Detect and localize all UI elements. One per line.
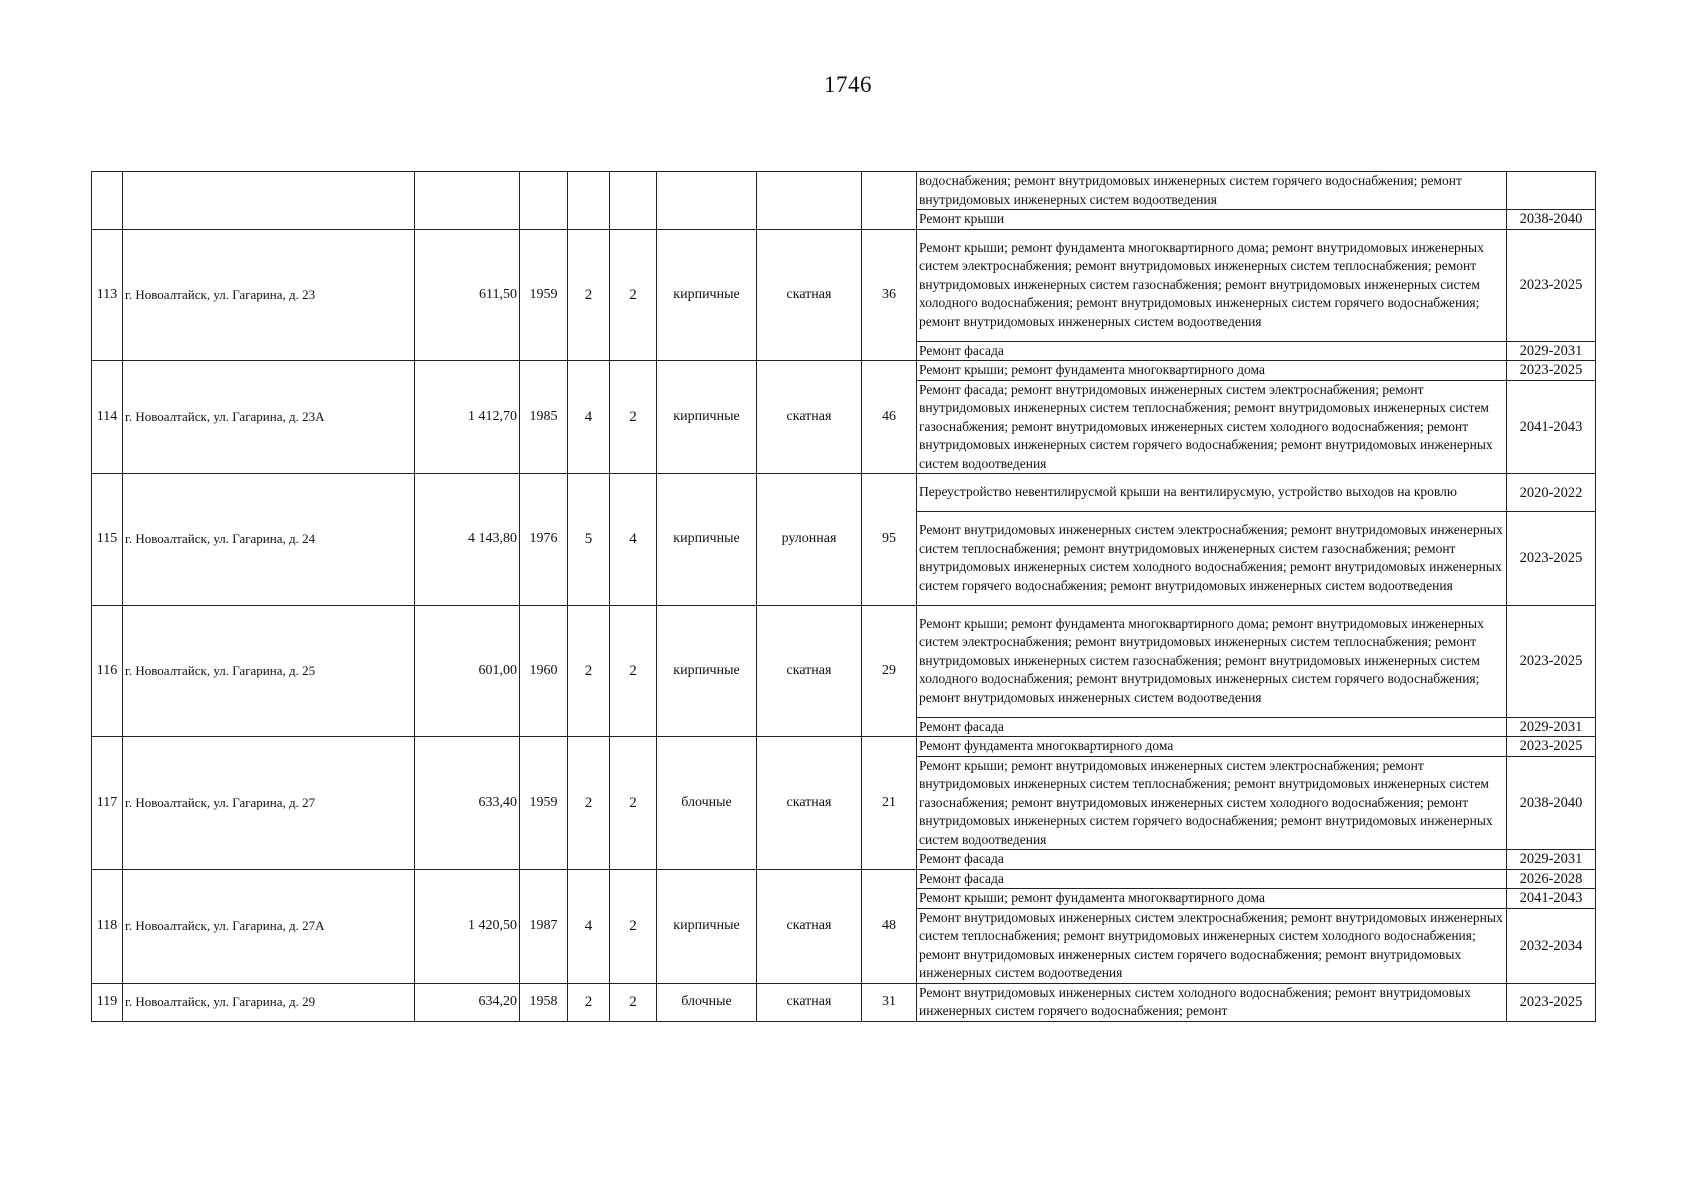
total-area: 633,40: [415, 737, 520, 870]
wall-material: кирпичные: [657, 229, 757, 361]
table-row: [92, 983, 1596, 1021]
floor-count: 5: [568, 474, 610, 606]
roof-type: скатная: [757, 605, 862, 737]
wall-material: кирпичные: [657, 869, 757, 983]
work-period: 2023-2025: [1507, 361, 1596, 381]
total-area: 601,00: [415, 605, 520, 737]
empty-cell: [415, 172, 520, 230]
work-period: 2041-2043: [1507, 889, 1596, 909]
work-description: Ремонт фасада: [917, 341, 1507, 361]
work-description: Ремонт внутридомовых инженерных систем холодного водоснабжения; ремонт внутридомовых инженерных систем горячего водоснабжения; ремонт: [917, 983, 1507, 1021]
roof-type: скатная: [757, 737, 862, 870]
row-number: 113: [92, 229, 123, 361]
entrance-count: 4: [610, 474, 657, 606]
work-description: Ремонт фундамента многоквартирного дома: [917, 737, 1507, 757]
building-address: г. Новоалтайск, ул. Гагарина, д. 23А: [123, 361, 415, 474]
work-period: 2023-2025: [1507, 737, 1596, 757]
total-area: 634,20: [415, 983, 520, 1021]
year-built: 1958: [520, 983, 568, 1021]
entrance-count: 2: [610, 229, 657, 361]
floor-count: 2: [568, 229, 610, 361]
wall-material: блочные: [657, 737, 757, 870]
year-built: 1976: [520, 474, 568, 606]
building-address: г. Новоалтайск, ул. Гагарина, д. 23: [123, 229, 415, 361]
floor-count: 2: [568, 983, 610, 1021]
row-number: 119: [92, 983, 123, 1021]
row-number: 118: [92, 869, 123, 983]
work-period: 2023-2025: [1507, 512, 1596, 606]
table-body: [92, 172, 1596, 1022]
work-period: 2023-2025: [1507, 605, 1596, 717]
year-built: 1960: [520, 605, 568, 737]
work-period: 2032-2034: [1507, 908, 1596, 983]
work-period: 2029-2031: [1507, 717, 1596, 737]
work-description: Ремонт крыши: [917, 210, 1507, 230]
total-area: 1 420,50: [415, 869, 520, 983]
year-built: 1985: [520, 361, 568, 474]
entrance-count: 2: [610, 869, 657, 983]
row-number: 114: [92, 361, 123, 474]
work-period: 2038-2040: [1507, 756, 1596, 850]
work-description: Переустройство невентилирусмой крыши на вентилирусмую, устройство выходов на кровлю: [917, 474, 1507, 512]
table-row: [92, 361, 1596, 381]
entrance-count: 2: [610, 605, 657, 737]
entrance-count: 2: [610, 361, 657, 474]
work-period: 2041-2043: [1507, 380, 1596, 474]
table-row: [92, 737, 1596, 757]
roof-type: скатная: [757, 229, 862, 361]
year-built: 1987: [520, 869, 568, 983]
year-built: 1959: [520, 229, 568, 361]
resident-count: 46: [862, 361, 917, 474]
work-description: Ремонт фасада: [917, 850, 1507, 870]
empty-cell: [520, 172, 568, 230]
total-area: 1 412,70: [415, 361, 520, 474]
work-description: Ремонт внутридомовых инженерных систем электроснабжения; ремонт внутридомовых инженерных систем теплоснабжения; ремонт внутридомовых инженерных систем газоснабжения; ремонт внутридомовых инженерных систем холодного водоснабжения; ремонт внутридомовых инженерных систем горячего водоснабжения; ремонт внутридомовых инженерных систем водоотведения: [917, 512, 1507, 606]
table-row: [92, 474, 1596, 512]
resident-count: 31: [862, 983, 917, 1021]
work-description: Ремонт фасада; ремонт внутридомовых инженерных систем электроснабжения; ремонт внутридомовых инженерных систем теплоснабжения; ремонт внутридомовых инженерных систем газоснабжения; ремонт внутридомовых инженерных систем холодного водоснабжения; ремонт внутридомовых инженерных систем горячего водоснабжения; ремонт внутридомовых инженерных систем водоотведения: [917, 380, 1507, 474]
building-address: г. Новоалтайск, ул. Гагарина, д. 29: [123, 983, 415, 1021]
work-description: Ремонт крыши; ремонт фундамента многоквартирного дома: [917, 361, 1507, 381]
empty-cell: [757, 172, 862, 230]
work-period: 2020-2022: [1507, 474, 1596, 512]
work-period: 2023-2025: [1507, 983, 1596, 1021]
floor-count: 4: [568, 869, 610, 983]
work-description: Ремонт крыши; ремонт фундамента многоквартирного дома; ремонт внутридомовых инженерных систем электроснабжения; ремонт внутридомовых инженерных систем теплоснабжения; ремонт внутридомовых инженерных систем газоснабжения; ремонт внутридомовых инженерных систем холодного водоснабжения; ремонт внутридомовых инженерных систем горячего водоснабжения; ремонт внутридомовых инженерных систем водоотведения: [917, 229, 1507, 341]
resident-count: 48: [862, 869, 917, 983]
work-period: 2038-2040: [1507, 210, 1596, 230]
work-description: Ремонт внутридомовых инженерных систем электроснабжения; ремонт внутридомовых инженерных систем теплоснабжения; ремонт внутридомовых инженерных систем холодного водоснабжения; ремонт внутридомовых инженерных систем горячего водоснабжения; ремонт внутридомовых инженерных систем водоотведения: [917, 908, 1507, 983]
empty-cell: [657, 172, 757, 230]
work-description: Ремонт крыши; ремонт фундамента многоквартирного дома: [917, 889, 1507, 909]
resident-count: 95: [862, 474, 917, 606]
row-number: 117: [92, 737, 123, 870]
page-number: 1746: [824, 72, 872, 97]
total-area: 611,50: [415, 229, 520, 361]
roof-type: рулонная: [757, 474, 862, 606]
roof-type: скатная: [757, 983, 862, 1021]
floor-count: 4: [568, 361, 610, 474]
capital-repair-register-table: [91, 171, 1596, 1022]
wall-material: блочные: [657, 983, 757, 1021]
row-number: 116: [92, 605, 123, 737]
resident-count: 21: [862, 737, 917, 870]
work-period: 2026-2028: [1507, 869, 1596, 889]
total-area: 4 143,80: [415, 474, 520, 606]
resident-count: 36: [862, 229, 917, 361]
entrance-count: 2: [610, 983, 657, 1021]
empty-cell: [123, 172, 415, 230]
roof-type: скатная: [757, 869, 862, 983]
empty-cell: [862, 172, 917, 230]
work-description: Ремонт крыши; ремонт фундамента многоквартирного дома; ремонт внутридомовых инженерных систем электроснабжения; ремонт внутридомовых инженерных систем теплоснабжения; ремонт внутридомовых инженерных систем газоснабжения; ремонт внутридомовых инженерных систем холодного водоснабжения; ремонт внутридомовых инженерных систем горячего водоснабжения; ремонт внутридомовых инженерных систем водоотведения: [917, 605, 1507, 717]
work-period: 2023-2025: [1507, 229, 1596, 341]
empty-cell: [92, 172, 123, 230]
wall-material: кирпичные: [657, 474, 757, 606]
resident-count: 29: [862, 605, 917, 737]
building-address: г. Новоалтайск, ул. Гагарина, д. 24: [123, 474, 415, 606]
work-period: [1507, 172, 1596, 210]
entrance-count: 2: [610, 737, 657, 870]
wall-material: кирпичные: [657, 605, 757, 737]
work-description: Ремонт фасада: [917, 717, 1507, 737]
table-row: [92, 229, 1596, 341]
row-number: 115: [92, 474, 123, 606]
work-description: Ремонт фасада: [917, 869, 1507, 889]
floor-count: 2: [568, 605, 610, 737]
work-period: 2029-2031: [1507, 341, 1596, 361]
building-address: г. Новоалтайск, ул. Гагарина, д. 27: [123, 737, 415, 870]
roof-type: скатная: [757, 361, 862, 474]
empty-cell: [568, 172, 610, 230]
work-description: Ремонт крыши; ремонт внутридомовых инженерных систем электроснабжения; ремонт внутридомовых инженерных систем теплоснабжения; ремонт внутридомовых инженерных систем газоснабжения; ремонт внутридомовых инженерных систем холодного водоснабжения; ремонт внутридомовых инженерных систем горячего водоснабжения; ремонт внутридомовых инженерных систем водоотведения: [917, 756, 1507, 850]
work-description: водоснабжения; ремонт внутридомовых инженерных систем горячего водоснабжения; ремонт внутридомовых инженерных систем водоотведения: [917, 172, 1507, 210]
floor-count: 2: [568, 737, 610, 870]
table-row: [92, 172, 1596, 210]
empty-cell: [610, 172, 657, 230]
table-row: [92, 605, 1596, 717]
wall-material: кирпичные: [657, 361, 757, 474]
year-built: 1959: [520, 737, 568, 870]
work-period: 2029-2031: [1507, 850, 1596, 870]
building-address: г. Новоалтайск, ул. Гагарина, д. 27А: [123, 869, 415, 983]
building-address: г. Новоалтайск, ул. Гагарина, д. 25: [123, 605, 415, 737]
table-row: [92, 869, 1596, 889]
